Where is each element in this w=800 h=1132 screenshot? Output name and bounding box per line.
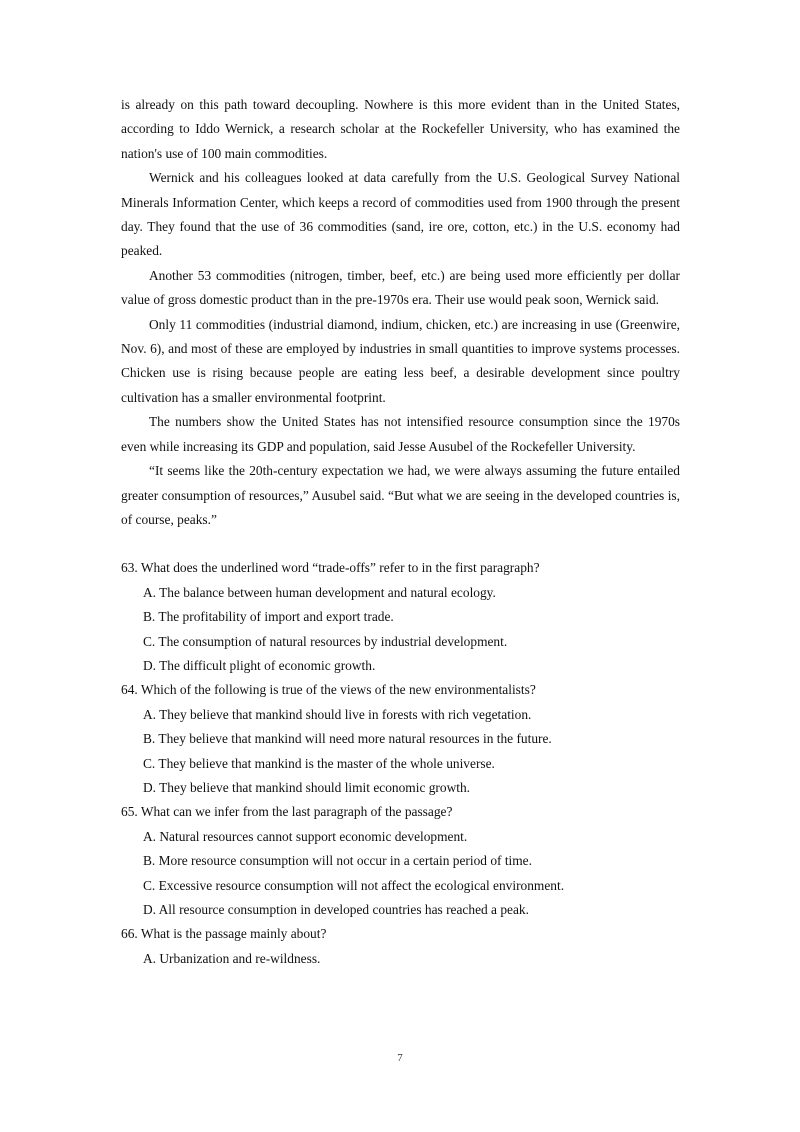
passage-paragraph-1: is already on this path toward decoupling. Nowhere is this more evident than in the United States, according to Iddo Wernick, a research scholar at the Rockefeller University, who has examined the nation's use of 100 main commodities. (121, 97, 680, 161)
page-number: 7 (397, 1052, 403, 1064)
question-65-option-d: D. All resource consumption in developed countries has reached a peak. (143, 902, 529, 917)
question-63: 63. What does the underlined word “trade-offs” refer to in the first paragraph? (121, 560, 540, 576)
questions-section (121, 556, 680, 971)
question-64-option-d: D. They believe that mankind should limit economic growth. (143, 779, 471, 795)
passage-paragraph-4: Only 11 commodities (industrial diamond, indium, chicken, etc.) are increasing in use (Greenwire, Nov. 6), and most of these are employed by industries in small quantities to improve systems processes. Chicken use is rising because people are eating less beef, a desirable development since poultry cultivation has a smaller environmental footprint. (121, 316, 680, 405)
question-64-option-c: C. They believe that mankind is the master of the whole universe. (143, 755, 495, 771)
question-64-option-a: A. They believe that mankind should live in forests with rich vegetation. (143, 706, 532, 722)
question-64: 64. Which of the following is true of the views of the new environmentalists? (121, 682, 536, 698)
question-63-option-b: B. The profitability of import and export trade. (143, 609, 394, 625)
page-content (121, 93, 680, 971)
question-63-option-c: C. The consumption of natural resources by industrial development. (143, 633, 508, 649)
question-64-option-b: B. They believe that mankind will need more natural resources in the future. (143, 731, 552, 747)
question-63-option-d: D. The difficult plight of economic growth. (143, 657, 376, 673)
passage-paragraph-5: The numbers show the United States has not intensified resource consumption since the 1970s even while increasing its GDP and population, said Jesse Ausubel of the Rockefeller University. (121, 414, 680, 454)
question-65-option-b: B. More resource consumption will not occur in a certain period of time. (143, 853, 532, 869)
question-65: 65. What can we infer from the last paragraph of the passage? (121, 804, 453, 820)
question-66: 66. What is the passage mainly about? (121, 926, 327, 942)
question-66-option-a: A. Urbanization and re-wildness. (143, 950, 321, 966)
question-63-option-a: A. The balance between human development and natural ecology. (143, 584, 496, 600)
question-65-option-a: A. Natural resources cannot support economic development. (143, 828, 468, 844)
question-65-option-c: C. Excessive resource consumption will not affect the ecological environment. (143, 877, 565, 893)
passage-paragraph-2: Wernick and his colleagues looked at data carefully from the U.S. Geological Survey National Minerals Information Center, which keeps a record of commodities used from 1900 through the present day. They found that the use of 36 commodities (sand, ire ore, cotton, etc.) in the U.S. economy had peaked. (121, 170, 680, 259)
passage-paragraph-6: “It seems like the 20th-century expectation we had, we were always assuming the future entailed greater consumption of resources,” Ausubel said. “But what we are seeing in the developed countries is, of course, peaks.” (121, 463, 680, 527)
passage-paragraph-3: Another 53 commodities (nitrogen, timber, beef, etc.) are being used more efficiently per dollar value of gross domestic product than in the pre-1970s era. Their use would peak soon, Wernick said. (121, 267, 680, 308)
